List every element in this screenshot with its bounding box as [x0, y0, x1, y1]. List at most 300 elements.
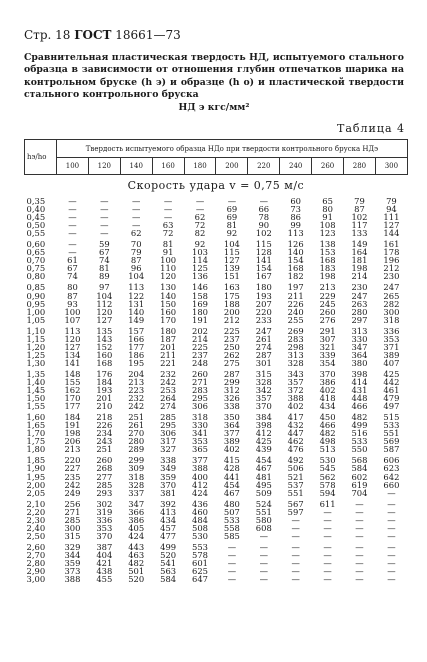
value-cell: 198 [319, 272, 336, 281]
value-cell: 347 [351, 342, 368, 351]
value-cell: 293 [96, 488, 113, 497]
value-cell: — [259, 541, 268, 551]
value-cell: 563 [160, 567, 177, 576]
value-cell: 223 [128, 386, 145, 395]
value-cell: 442 [383, 377, 400, 387]
value-cell: 249 [64, 488, 81, 497]
value-cell: 168 [96, 358, 113, 367]
value-cell: 128 [255, 248, 272, 257]
value-cell: 587 [383, 445, 400, 454]
value-cell: 509 [255, 488, 272, 497]
value-cell: 392 [160, 498, 177, 508]
value-cell: 149 [128, 315, 145, 324]
value-cell: 388 [64, 575, 81, 584]
value-cell: 207 [255, 299, 272, 308]
value-cell: 201 [96, 394, 113, 403]
value-cell: 104 [96, 291, 113, 300]
value-cell: 300 [383, 307, 400, 316]
ratio-cell: 1,85 [26, 455, 46, 465]
value-cell: 140 [128, 307, 145, 316]
value-cell: 168 [319, 256, 336, 265]
value-cell: 81 [99, 264, 110, 273]
value-cell: — [387, 498, 396, 508]
value-cell: 400 [192, 472, 208, 481]
value-cell: 354 [319, 358, 336, 367]
column-header: 260 [312, 158, 344, 175]
table-row [25, 272, 408, 280]
value-cell: 594 [319, 488, 336, 497]
value-cell: 269 [287, 325, 304, 335]
ratio-cell: 0,45 [26, 213, 46, 222]
ratio-cell: 1,75 [26, 437, 46, 446]
value-cell: 623 [383, 464, 400, 473]
value-cell: — [355, 498, 364, 508]
value-cell: 251 [96, 445, 113, 454]
value-cell: — [323, 531, 332, 540]
value-cell: 584 [351, 464, 368, 473]
value-cell: — [355, 507, 364, 516]
value-cell: 283 [287, 334, 304, 343]
table-row [25, 453, 408, 464]
value-cell: 243 [96, 437, 113, 446]
value-cell: — [68, 229, 77, 238]
hardness-table [24, 139, 408, 583]
table-row [25, 351, 408, 359]
value-cell: 250 [223, 342, 240, 351]
table-row [25, 308, 408, 316]
table-row [25, 300, 408, 308]
value-cell: 237 [192, 350, 208, 359]
value-cell: — [323, 575, 332, 584]
value-cell: 647 [192, 575, 208, 584]
value-cell: 371 [383, 342, 400, 351]
value-cell: 330 [351, 334, 368, 343]
table-row [25, 335, 408, 343]
value-cell: 73 [290, 205, 302, 214]
table-row [25, 343, 408, 351]
value-cell: 441 [223, 472, 240, 481]
table-row [25, 532, 408, 540]
value-cell: 454 [223, 480, 240, 489]
value-cell: 253 [160, 386, 177, 395]
value-cell: 67 [67, 264, 78, 273]
table-row [25, 445, 408, 453]
value-cell: 191 [192, 315, 208, 324]
value-cell: — [291, 523, 300, 532]
value-cell: — [227, 550, 237, 559]
value-cell: — [355, 575, 364, 584]
value-cell: 342 [255, 386, 272, 395]
gost-label: ГОСТ [74, 28, 112, 42]
value-cell: 125 [192, 264, 208, 273]
value-cell: 79 [130, 248, 142, 257]
value-cell: 353 [96, 523, 113, 532]
value-cell: — [355, 567, 364, 576]
value-cell: 149 [351, 239, 368, 249]
value-cell: 59 [99, 239, 110, 249]
value-cell: 381 [160, 488, 177, 497]
ratio-cell: 2,00 [26, 480, 46, 489]
column-header: 280 [344, 158, 376, 175]
value-cell: 99 [290, 221, 302, 230]
value-cell: 359 [64, 558, 81, 568]
value-cell: — [68, 221, 77, 230]
value-cell: 584 [160, 575, 177, 584]
value-cell: 168 [287, 264, 304, 273]
value-cell: 447 [287, 429, 304, 438]
table-row [25, 410, 408, 421]
value-cell: 530 [319, 455, 336, 465]
value-cell: 226 [96, 421, 113, 430]
value-cell: 112 [96, 299, 113, 308]
value-cell: 67 [99, 248, 110, 257]
value-cell: 550 [351, 445, 368, 454]
table-row [25, 378, 408, 386]
value-cell: — [163, 213, 173, 222]
value-cell: 495 [255, 480, 272, 489]
value-cell: — [387, 558, 396, 568]
value-cell: 180 [255, 282, 272, 292]
value-cell: 127 [64, 342, 81, 351]
value-cell: 280 [128, 437, 145, 446]
value-cell: 373 [64, 567, 81, 576]
column-header: 120 [88, 158, 120, 175]
value-cell: 317 [160, 437, 177, 446]
column-header: 140 [120, 158, 152, 175]
value-cell: 232 [160, 368, 177, 378]
ratio-cell: 2,50 [26, 531, 46, 540]
value-cell: 580 [255, 515, 272, 524]
value-cell: 60 [290, 197, 302, 206]
value-cell: 261 [255, 334, 272, 343]
value-cell: — [100, 205, 109, 214]
value-cell: 307 [319, 334, 336, 343]
value-cell: 287 [223, 368, 240, 378]
value-cell: 214 [192, 334, 208, 343]
value-cell: 183 [319, 264, 336, 273]
value-cell: 499 [160, 541, 177, 551]
table-row [25, 508, 408, 516]
value-cell: 211 [160, 350, 177, 359]
table-row [25, 280, 408, 291]
value-cell: 482 [351, 412, 368, 422]
ratio-cell: 2,80 [26, 558, 46, 568]
value-cell: 63 [162, 221, 174, 230]
ratio-cell: 1,90 [26, 464, 46, 473]
value-cell: 144 [383, 229, 400, 238]
value-cell: 188 [223, 299, 240, 308]
value-cell: 225 [223, 325, 240, 335]
value-cell: 255 [287, 315, 304, 324]
value-cell: 301 [255, 358, 272, 367]
value-cell: — [323, 523, 332, 532]
value-cell: 295 [192, 394, 208, 403]
value-cell: 127 [383, 221, 400, 230]
value-cell: 533 [351, 437, 368, 446]
value-cell: — [291, 531, 300, 540]
value-cell: 339 [319, 350, 336, 359]
value-cell: 537 [287, 480, 304, 489]
value-cell: 295 [160, 421, 177, 430]
value-cell: — [323, 558, 332, 568]
value-cell: 476 [287, 445, 304, 454]
value-cell: — [163, 205, 173, 214]
value-cell: 191 [64, 421, 81, 430]
value-cell: 271 [192, 377, 208, 387]
value-cell: 516 [351, 429, 368, 438]
value-cell: 242 [160, 377, 177, 387]
value-cell: 248 [192, 358, 208, 367]
value-cell: 141 [64, 358, 81, 367]
value-cell: 329 [64, 541, 81, 551]
value-cell: 551 [255, 507, 272, 516]
value-cell: 113 [64, 325, 81, 335]
ratio-cell: 0,55 [26, 229, 46, 238]
value-cell: — [68, 213, 77, 222]
value-cell: 398 [351, 368, 368, 378]
value-cell: 330 [192, 421, 208, 430]
value-cell: 370 [319, 368, 336, 378]
ratio-cell: 2,05 [26, 488, 46, 497]
value-cell: — [68, 205, 77, 214]
value-cell: 221 [160, 358, 177, 367]
value-cell: — [387, 567, 396, 576]
value-cell: 302 [96, 498, 113, 508]
value-cell: 133 [351, 229, 368, 238]
table-row [25, 264, 408, 272]
value-cell: 154 [255, 264, 272, 273]
value-cell: 402 [319, 386, 336, 395]
value-cell: 298 [287, 342, 304, 351]
value-cell: 90 [258, 221, 270, 230]
value-cell: 506 [287, 464, 304, 473]
value-cell: 300 [64, 523, 81, 532]
table-row [25, 551, 408, 559]
value-cell: 261 [128, 421, 145, 430]
value-cell: 551 [287, 488, 304, 497]
ratio-cell: 1,25 [26, 350, 46, 359]
value-cell: 72 [194, 221, 206, 230]
ratio-cell: 1,95 [26, 472, 46, 481]
value-cell: — [355, 550, 364, 559]
column-header: 100 [57, 158, 89, 175]
value-cell: 567 [287, 498, 304, 508]
table-row [25, 516, 408, 524]
value-cell: 91 [322, 213, 333, 222]
value-cell: 283 [192, 386, 208, 395]
value-cell: 245 [319, 299, 336, 308]
value-cell: 139 [223, 264, 240, 273]
value-cell: — [323, 567, 332, 576]
value-cell: 127 [96, 315, 113, 324]
table-row [25, 489, 408, 497]
page-number: Стр. 18 [24, 28, 71, 42]
value-cell: 170 [160, 315, 177, 324]
value-cell: 70 [130, 239, 142, 249]
value-cell: 126 [287, 239, 304, 249]
value-cell: 377 [223, 429, 240, 438]
value-cell: 237 [223, 334, 240, 343]
value-cell: 431 [351, 386, 368, 395]
value-cell: 318 [192, 412, 208, 422]
table-title: Таблица 4 [337, 122, 405, 135]
page-header [24, 28, 181, 42]
value-cell: 336 [96, 515, 113, 524]
value-cell: 184 [64, 412, 81, 422]
value-cell: 89 [99, 272, 110, 281]
value-cell: — [259, 550, 268, 559]
value-cell: 297 [351, 315, 368, 324]
table-row [25, 394, 408, 402]
value-cell: 313 [287, 350, 304, 359]
value-cell: 180 [192, 307, 208, 316]
value-cell: 226 [287, 299, 304, 308]
value-cell: 276 [319, 315, 336, 324]
value-cell: — [387, 550, 396, 559]
value-cell: 388 [287, 394, 304, 403]
table-row [25, 429, 408, 437]
value-cell: 508 [192, 523, 208, 532]
ratio-cell: 1,40 [26, 377, 46, 387]
table-row [25, 540, 408, 551]
ratio-cell: 2,60 [26, 541, 46, 551]
value-cell: — [387, 523, 396, 532]
value-cell: 533 [223, 515, 240, 524]
value-cell: — [227, 197, 237, 206]
value-cell: 413 [160, 507, 177, 516]
value-cell: 467 [223, 488, 240, 497]
ratio-cell: 1,05 [26, 315, 46, 324]
table-row [25, 559, 408, 567]
value-cell: 62 [194, 213, 206, 222]
value-cell: 94 [386, 205, 397, 214]
value-cell: 387 [96, 541, 113, 551]
value-cell: 232 [128, 394, 145, 403]
ratio-cell: 2,30 [26, 515, 46, 524]
value-cell: 299 [128, 455, 145, 465]
value-cell: 372 [287, 386, 304, 395]
value-cell: 353 [383, 334, 400, 343]
value-cell: 270 [128, 429, 145, 438]
value-cell: 497 [383, 402, 400, 411]
value-cell: — [195, 205, 205, 214]
value-cell: 202 [192, 325, 208, 335]
value-cell: 200 [223, 307, 240, 316]
value-cell: — [323, 515, 332, 524]
value-cell: — [227, 541, 237, 551]
value-cell: 233 [255, 315, 272, 324]
value-cell: 457 [160, 523, 177, 532]
ratio-cell: 0,35 [26, 197, 46, 206]
value-cell: — [259, 531, 268, 540]
value-cell: 513 [319, 445, 336, 454]
ratio-cell: 1,60 [26, 412, 46, 422]
value-cell: — [259, 575, 268, 584]
value-cell: 115 [255, 239, 272, 249]
value-cell: — [68, 248, 77, 257]
table-row [25, 575, 408, 583]
table-row [25, 359, 408, 367]
value-cell: 418 [319, 394, 336, 403]
value-cell: 462 [287, 437, 304, 446]
value-cell: 299 [223, 377, 240, 387]
value-cell: 146 [192, 282, 208, 292]
table-row [25, 316, 408, 324]
ratio-cell: 1,10 [26, 325, 46, 335]
value-cell: 80 [67, 282, 78, 292]
table-row [25, 524, 408, 532]
value-cell: 213 [64, 445, 81, 454]
ratio-cell: 0,65 [26, 248, 46, 257]
value-cell: 417 [287, 412, 304, 422]
value-cell: 521 [287, 472, 304, 481]
column-header: 300 [375, 158, 407, 175]
value-cell: — [227, 558, 237, 568]
value-cell: 110 [160, 264, 177, 273]
value-cell: 341 [192, 429, 208, 438]
value-cell: 80 [322, 205, 333, 214]
value-cell: 398 [255, 421, 272, 430]
caption-unit: НД э кгс/мм² [178, 101, 250, 113]
value-cell: 187 [160, 334, 177, 343]
value-cell: — [387, 488, 396, 497]
value-cell: 274 [160, 402, 177, 411]
table-row [25, 256, 408, 264]
value-cell: 154 [287, 256, 304, 265]
value-cell: — [387, 531, 396, 540]
value-cell: — [291, 550, 300, 559]
value-cell: 181 [351, 256, 368, 265]
value-cell: 370 [255, 402, 272, 411]
value-cell: — [68, 197, 77, 206]
table-row [25, 421, 408, 429]
table-row [25, 437, 408, 445]
value-cell: 568 [351, 455, 368, 465]
value-cell: — [355, 531, 364, 540]
value-cell: 285 [160, 412, 177, 422]
value-cell: 74 [99, 256, 110, 265]
value-cell: 328 [255, 377, 272, 387]
value-cell: 81 [162, 239, 174, 249]
value-cell: 282 [383, 299, 400, 308]
table-row [25, 386, 408, 394]
value-cell: 176 [96, 368, 113, 378]
value-cell: 102 [255, 229, 272, 238]
value-cell: 407 [383, 358, 400, 367]
value-cell: 467 [255, 464, 272, 473]
ratio-cell: 0,85 [26, 282, 46, 292]
table-caption [24, 52, 404, 114]
value-cell: — [355, 541, 364, 551]
value-cell: 482 [319, 429, 336, 438]
corner-header: hэ/hо [25, 140, 57, 175]
value-cell: — [132, 205, 141, 214]
value-cell: 87 [130, 256, 142, 265]
value-cell: 337 [128, 488, 145, 497]
value-cell: 501 [128, 567, 145, 576]
value-cell: — [100, 229, 109, 238]
value-cell: 389 [383, 350, 400, 359]
value-cell: 120 [96, 307, 113, 316]
value-cell: 113 [287, 229, 304, 238]
value-cell: 585 [223, 531, 240, 540]
table-row [25, 205, 408, 213]
value-cell: 388 [192, 464, 208, 473]
value-cell: 96 [130, 264, 142, 273]
value-cell: 562 [319, 472, 336, 481]
value-cell: 608 [255, 523, 272, 532]
value-cell: 336 [383, 325, 400, 335]
